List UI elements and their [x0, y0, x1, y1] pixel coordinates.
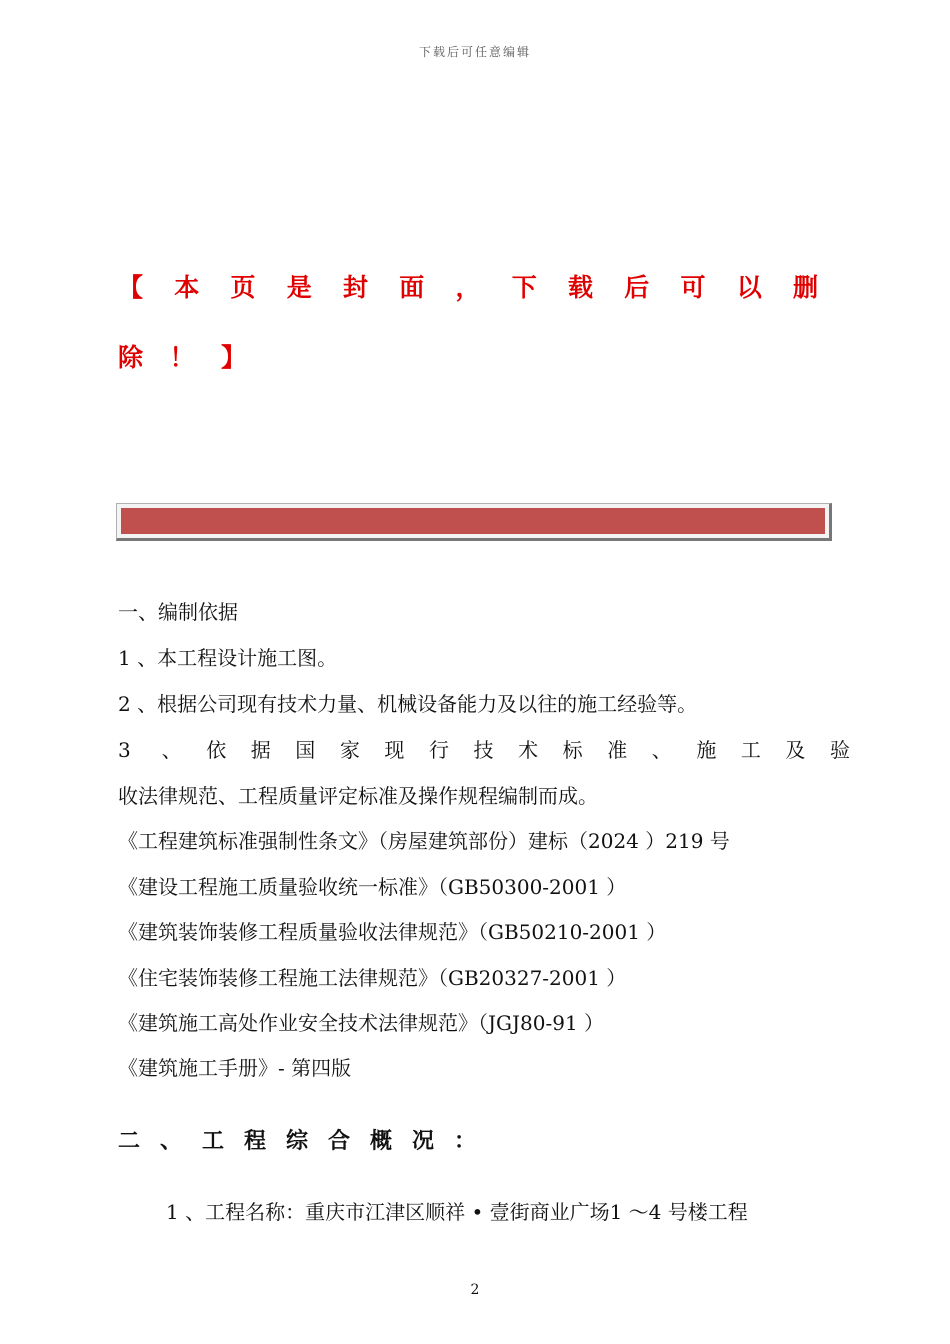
section-2-heading: 二、工程综合概况：	[118, 1129, 476, 1154]
basis-item-3-line-1: 3 、依据国家现行技术标准、施工及验	[118, 738, 850, 762]
basis-item-2: 2 、根据公司现有技术力量、机械设备能力及以往的施工经验等。	[118, 692, 698, 716]
standard-item: 《住宅装饰装修工程施工法律规范》（GB20327-2001 ）	[118, 966, 627, 990]
page-header: 下载后可任意编辑	[418, 45, 531, 59]
standard-item: 《工程建筑标准强制性条文》（房屋建筑部份）建标（2024 ）219 号	[118, 829, 730, 853]
cover-notice-line-1: 【本页是封面，下载后可以删	[118, 273, 818, 302]
page-number: 2	[470, 1282, 480, 1298]
standard-item: 《建筑施工高处作业安全技术法律规范》（JGJ80-91 ）	[118, 1011, 605, 1035]
decorative-banner-fill	[121, 508, 825, 534]
standard-item: 《建筑施工手册》- 第四版	[118, 1056, 352, 1080]
project-name-item: 1 、工程名称：重庆市江津区顺祥 • 壹街商业广场1 ～4 号楼工程	[166, 1200, 748, 1224]
section-1-heading: 一、编制依据	[118, 600, 238, 624]
basis-item-1: 1 、本工程设计施工图。	[118, 646, 338, 670]
standard-item: 《建筑装饰装修工程质量验收法律规范》（GB50210-2001 ）	[118, 920, 667, 944]
standard-item: 《建设工程施工质量验收统一标准》（GB50300-2001 ）	[118, 875, 627, 899]
cover-notice-line-2: 除！】	[118, 343, 246, 372]
decorative-banner	[116, 503, 832, 541]
basis-item-3-line-2: 收法律规范、工程质量评定标准及操作规程编制而成。	[118, 784, 598, 808]
